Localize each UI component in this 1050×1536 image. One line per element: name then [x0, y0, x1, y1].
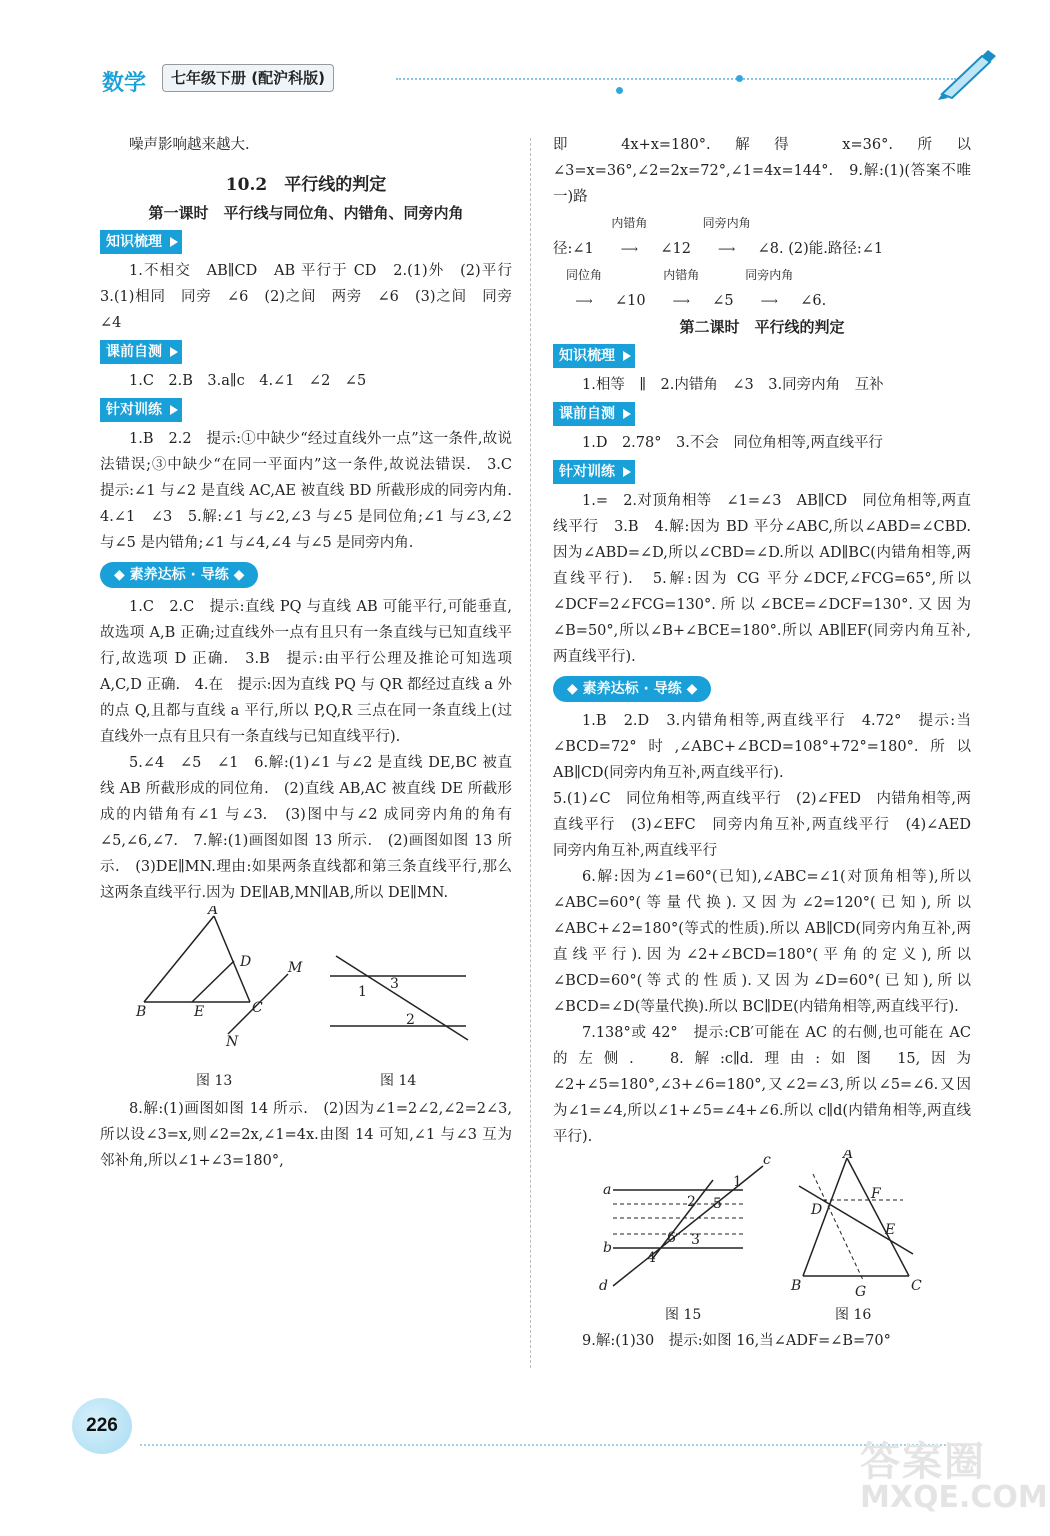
tag-kqzc: 课前自测: [100, 340, 182, 364]
fig13-label-A: A: [208, 906, 219, 918]
path2-step-1-to: ∠10: [615, 293, 646, 309]
sydb-answers-2: 5.∠4 ∠5 ∠1 6.解:(1)∠1 与∠2 是直线 DE,BC 被直线 AB 所截形成的同位角. (2)直线 AB,AC 被直线 DE 所截形成的内错角有∠1 与∠3. (3)图中与∠2 成同旁内角的角有∠5,∠6,∠7. 7.解:(1)画图如图 13 所示. (2)画图如图 13 所示. (3)DE∥MN.理由:如果两条直线都和第三条直线平行,那么这两条直线平行.因为 DE∥AB,MN∥AB,所以 DE∥MN.: [100, 755, 512, 901]
zhishi-answers-2: 1.相等 ∥ 2.内错角 ∠3 3.同旁内角 互补: [582, 377, 884, 393]
sydb2-answers-2: 5.(1)∠C 同位角相等,两直线平行 (2)∠FED 内错角相等,两直线平行 (3)∠EFC 同旁内角互补,两直线平行 (4)∠AED 同旁内角互补,两直线平行: [553, 791, 986, 859]
page-number: 226: [72, 1398, 132, 1454]
path-line-2: [553, 262, 971, 314]
path2-step-2: 内错角 ⟶: [663, 268, 700, 308]
path1-step-1-label: 内错角: [611, 216, 648, 230]
zhishi-answers: 1.不相交 AB∥CD AB 平行于 CD 2.(1)外 (2)平行 3.(1)相同 同旁 ∠6 (2)之间 两旁 ∠6 (3)之间 同旁 ∠4: [100, 263, 527, 331]
tag-zhishi: 知识梳理: [100, 230, 182, 254]
right-column: [553, 132, 986, 1354]
figure-15-16-drawing: [553, 1150, 971, 1328]
fig14-label-3: 3: [390, 976, 399, 992]
fig13-caption: 图 13: [196, 1073, 233, 1089]
path2-step-3-to: ∠6.: [800, 293, 827, 309]
path2-step-3: 同旁内角 ⟶: [745, 268, 794, 308]
fig15-label-a: a: [603, 1182, 612, 1198]
fig16-label-B: B: [791, 1278, 802, 1294]
tag-zdxl: 针对训练: [100, 398, 182, 422]
tag-sydb-2-label: 素养达标 · 导练: [582, 681, 682, 697]
left-column: [100, 132, 527, 1174]
tag-zdxl-2: 针对训练: [553, 460, 635, 484]
sydb2-answers-1: 1.B 2.D 3.内错角相等,两直线平行 4.72° 提示:当∠BCD=72°时,∠ABC+∠BCD=108°+72°=180°.所以 AB∥CD(同旁内角互补,两直线平行).: [553, 713, 971, 781]
fig16-label-D: D: [811, 1202, 823, 1218]
fig14-caption: 图 14: [380, 1073, 417, 1089]
fig15-label-b: b: [603, 1240, 612, 1256]
fig15-label-5: 5: [713, 1196, 722, 1212]
kqzc-answers-2: 1.D 2.78° 3.不会 同位角相等,两直线平行: [582, 435, 883, 451]
header-dot: [616, 87, 623, 94]
watermark-logo: 答案圈: [860, 1439, 986, 1485]
sydb-answers-1: 1.C 2.C 提示:直线 PQ 与直线 AB 可能平行,可能垂直,故选项 A,B 正确;过直线外一点有且只有一条直线与已知直线平行,故选项 D 正确. 3.B 提示:由平行公理及推论可知选项 A,C,D 正确. 4.在 提示:因为直线 PQ 与 QR 都经过直线 a 外的点 Q,且都与直线 a 平行,所以 P,Q,R 三点在同一条直线上(过直线外一点有且只有一条直线与已知直线平行).: [100, 599, 512, 745]
q8-text: 8.解:(1)画图如图 14 所示. (2)因为∠1=2∠2,∠2=2∠3,所以设∠3=x,则∠2=2x,∠1=4x.由图 14 可知,∠1 与∠3 互为邻补角,所以∠1+∠3=180°,: [100, 1101, 512, 1169]
path1-step-1-to: ∠12: [660, 241, 691, 257]
figures-13-14: [100, 906, 512, 1096]
fig13-label-E: E: [194, 1004, 205, 1020]
fig15-caption: 图 15: [665, 1307, 702, 1323]
path1-prefix: 径:∠1: [553, 241, 594, 257]
zdxl-answers-2: 1.= 2.对顶角相等 ∠1=∠3 AB∥CD 同位角相等,两直线平行 3.B 4.解:因为 BD 平分∠ABC,所以∠ABD=∠CBD.因为∠ABD=∠D,所以∠CBD=∠D.所以 AD∥BC(内错角相等,两直线平行). 5.解:因为 CG 平分∠DCF,∠FCG=65°,所以∠DCF=2∠FCG=130°.所以∠BCE=∠DCF=130°.又因为∠B=50°,所以∠B+∠BCE=180°.所以 AB∥EF(同旁内角互补,两直线平行).: [553, 493, 971, 665]
path2-step-3-label: 同旁内角: [745, 268, 794, 282]
pen-icon: [932, 50, 1002, 100]
sydb2-answers-4: 7.138°或 42° 提示:CB′可能在 AC 的右侧,也可能在 AC 的左侧. 8.解:c∥d.理由:如图 15,因为∠2+∠5=180°,∠3+∠6=180°,又∠2=∠3,所以∠5=∠6.又因为∠1=∠4,所以∠1+∠5=∠4+∠6.所以 c∥d(内错角相等,两直线平行).: [553, 1025, 971, 1145]
fig15-label-6: 6: [667, 1230, 676, 1246]
figures-15-16: [553, 1150, 971, 1328]
fig13-label-B: B: [136, 1004, 147, 1020]
book-edition: (配沪科版): [251, 69, 325, 87]
sydb2-answers-3: 6.解:因为∠1=60°(已知),∠ABC=∠1(对顶角相等),所以∠ABC=60°(等量代换).又因为∠2=120°(已知),所以∠ABC+∠2=180°(等式的性质).所以 AB∥CD(同旁内角互补,两直线平行).因为∠2+∠BCD=180°(平角的定义),所以∠BCD=60°(等式的性质).又因为∠D=60°(已知),所以∠BCD=∠D(等量代换).所以 BC∥DE(内错角相等,两直线平行).: [553, 869, 971, 1015]
fig15-label-1: 1: [733, 1174, 742, 1190]
intro-text: 噪声影响越来越大.: [129, 137, 250, 153]
fig14-label-1: 1: [358, 984, 367, 1000]
figure-13-14-drawing: [100, 906, 512, 1096]
tag-zhishi-2: 知识梳理: [553, 344, 635, 368]
tag-sydb-label: 素养达标 · 导练: [129, 567, 229, 583]
fig13-label-M: M: [288, 960, 303, 976]
column-divider: [530, 138, 531, 1368]
watermark-url: MXQE.COM: [860, 1480, 1048, 1515]
path1-step-2-label: 同旁内角: [702, 216, 751, 230]
path2-step-2-to: ∠5: [712, 293, 734, 309]
fig16-label-G: G: [855, 1284, 867, 1300]
path2-step-1-label: 同位角: [565, 268, 602, 282]
fig15-label-3: 3: [691, 1232, 700, 1248]
lesson2-title: 第二课时 平行线的判定: [679, 318, 845, 336]
fig16-label-A: A: [843, 1150, 854, 1162]
fig15-label-c: c: [763, 1152, 771, 1168]
subject-title: 数学: [102, 71, 147, 96]
tag-sydb: ◆ 素养达标 · 导练 ◆: [100, 562, 258, 588]
path1-step-2-to: ∠8.: [757, 241, 784, 257]
fig13-label-C: C: [252, 1000, 263, 1016]
fig16-label-F: F: [871, 1186, 881, 1202]
path1-step-1: 内错角 ⟶: [611, 216, 648, 256]
path-line-1: [553, 210, 971, 262]
q9-text: 9.解:(1)30 提示:如图 16,当∠ADF=∠B=70°: [582, 1333, 891, 1349]
fig16-label-C: C: [911, 1278, 922, 1294]
tag-sydb-2: ◆ 素养达标 · 导练 ◆: [553, 676, 711, 702]
fig15-label-4: 4: [647, 1250, 656, 1266]
fig15-label-2: 2: [687, 1194, 696, 1210]
cont-text: 即 4x+x=180°.解得 x=36°.所以∠3=x=36°,∠2=2x=72°,∠1=4x=144°. 9.解:(1)(答案不唯一)路: [553, 137, 971, 205]
header-dot: [736, 75, 743, 82]
fig15-label-d: d: [599, 1278, 608, 1294]
page-header: [96, 60, 996, 100]
fig13-label-D: D: [240, 954, 252, 970]
header-dotted-line: [396, 78, 956, 80]
fig13-label-N: N: [226, 1034, 239, 1050]
path1-suffix: (2)能.路径:∠1: [788, 241, 884, 257]
footer-dotted-line: [140, 1444, 970, 1446]
fig14-label-2: 2: [406, 1012, 415, 1028]
path2-step-1: 同位角 ⟶: [565, 268, 602, 308]
fig16-caption: 图 16: [835, 1307, 872, 1323]
kqzc-answers: 1.C 2.B 3.a∥c 4.∠1 ∠2 ∠5: [129, 373, 367, 389]
section-title: 10.2 平行线的判定: [225, 175, 387, 195]
tag-kqzc-2: 课前自测: [553, 402, 635, 426]
path1-step-2: 同旁内角 ⟶: [702, 216, 751, 256]
lesson1-title: 第一课时 平行线与同位角、内错角、同旁内角: [148, 204, 464, 222]
zdxl-answers: 1.B 2.2 提示:①中缺少“经过直线外一点”这一条件,故说法错误;③中缺少“在同一平面内”这一条件,故说法错误. 3.C 提示:∠1 与∠2 是直线 AC,AE 被直线 BD 所截形成的同旁内角. 4.∠1 ∠3 5.解:∠1 与∠2,∠3 与∠5 是同位角;∠1 与∠3,∠2 与∠5 是内错角;∠1 与∠4,∠4 与∠5 是同旁内角.: [100, 431, 527, 551]
book-grade: 七年级下册: [171, 69, 247, 87]
path2-step-2-label: 内错角: [663, 268, 700, 282]
book-label: [162, 64, 334, 92]
fig16-label-E: E: [885, 1222, 896, 1238]
